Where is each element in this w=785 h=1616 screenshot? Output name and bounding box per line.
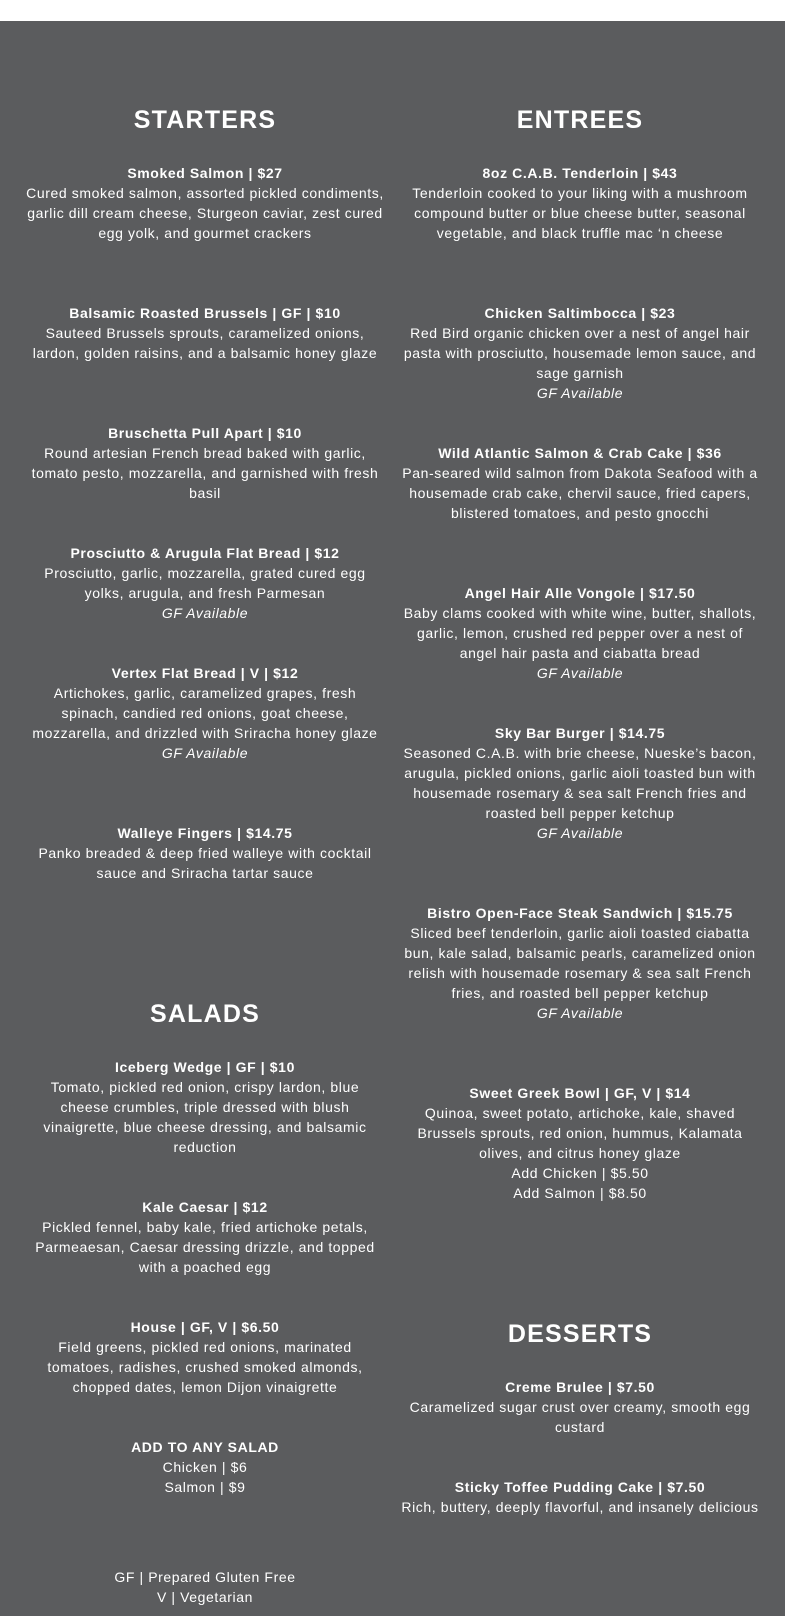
item-description: Prosciutto, garlic, mozzarella, grated cured egg yolks, arugula, and fresh Parmesan [44, 565, 366, 601]
menu-item [400, 1477, 760, 1517]
item-title: Chicken Saltimbocca | $23 [484, 305, 676, 321]
menu-item [400, 583, 760, 683]
legend-gf: GF | Prepared Gluten Free [114, 1569, 296, 1585]
entrees-heading: ENTREES [516, 106, 644, 134]
top-white-bar [0, 0, 785, 21]
item-title: Kale Caesar | $12 [142, 1199, 268, 1215]
salad-addon [25, 1437, 385, 1497]
item-description: Rich, buttery, deeply flavorful, and insanely delicious [401, 1499, 759, 1515]
menu-item [400, 443, 760, 523]
gf-available-note: GF Available [536, 825, 624, 841]
item-title: Sweet Greek Bowl | GF, V | $14 [469, 1085, 691, 1101]
addon-salmon: Salmon | $9 [164, 1479, 246, 1495]
menu-item [400, 303, 760, 403]
gf-available-note: GF Available [161, 605, 249, 621]
menu-item [400, 1377, 760, 1437]
item-description: Field greens, pickled red onions, marinated tomatoes, radishes, crushed smoked almonds, chopped dates, lemon Dijon vinaigrette [47, 1339, 363, 1395]
item-description: Sauteed Brussels sprouts, caramelized onions, lardon, golden raisins, and a balsamic honey glaze [32, 325, 378, 361]
menu-item [25, 163, 385, 243]
item-title: House | GF, V | $6.50 [130, 1319, 280, 1335]
item-description: Sliced beef tenderloin, garlic aioli toasted ciabatta bun, kale salad, balsamic pearls, caramelized onion relish with housemade rosemary & sea salt French fries, and roasted bell pepper ketchup [404, 925, 756, 1001]
item-description: Panko breaded & deep fried walleye with cocktail sauce and Sriracha tartar sauce [38, 845, 372, 881]
item-title: Wild Atlantic Salmon & Crab Cake | $36 [438, 445, 722, 461]
menu-item [400, 903, 760, 1023]
item-description: Tenderloin cooked to your liking with a mushroom compound butter or blue cheese butter, seasonal vegetable, and black truffle mac ‘n cheese [412, 185, 748, 241]
item-title: Prosciutto & Arugula Flat Bread | $12 [70, 545, 340, 561]
gf-available-note: GF Available [536, 665, 624, 681]
starters-heading: STARTERS [133, 106, 277, 134]
item-title: Walleye Fingers | $14.75 [117, 825, 293, 841]
item-title: Bistro Open-Face Steak Sandwich | $15.75 [427, 905, 733, 921]
item-description: Baby clams cooked with white wine, butter, shallots, garlic, lemon, crushed red pepper over a nest of angel hair pasta and ciabatta bread [403, 605, 757, 661]
item-title: Sticky Toffee Pudding Cake | $7.50 [454, 1479, 706, 1495]
add-salmon-option: Add Salmon | $8.50 [513, 1185, 647, 1201]
item-description: Quinoa, sweet potato, artichoke, kale, shaved Brussels sprouts, red onion, hummus, Kalamata olives, and citrus honey glaze [417, 1105, 743, 1161]
item-title: Smoked Salmon | $27 [127, 165, 283, 181]
addon-title: ADD TO ANY SALAD [131, 1439, 279, 1455]
gf-available-note: GF Available [161, 745, 249, 761]
item-title: Sky Bar Burger | $14.75 [494, 725, 666, 741]
item-description: Round artesian French bread baked with garlic, tomato pesto, mozzarella, and garnished with fresh basil [31, 445, 379, 501]
menu-item [25, 423, 385, 503]
menu-item [400, 1083, 760, 1203]
item-description: Caramelized sugar crust over creamy, smooth egg custard [409, 1399, 751, 1435]
item-description: Artichokes, garlic, caramelized grapes, fresh spinach, candied red onions, goat cheese, mozzarella, and drizzled with Sriracha honey glaze [32, 685, 378, 741]
gf-available-note: GF Available [536, 385, 624, 401]
menu-item [25, 303, 385, 363]
item-title: Balsamic Roasted Brussels | GF | $10 [69, 305, 341, 321]
item-description: Pickled fennel, baby kale, fried artichoke petals, Parmeaesan, Caesar dressing drizzle, and topped with a poached egg [35, 1219, 375, 1275]
menu-item [25, 823, 385, 883]
add-chicken-option: Add Chicken | $5.50 [511, 1165, 649, 1181]
menu-item [400, 163, 760, 243]
item-description: Cured smoked salmon, assorted pickled condiments, garlic dill cream cheese, Sturgeon caviar, zest cured egg yolk, and gourmet crackers [26, 185, 384, 241]
dietary-legend [25, 1567, 385, 1607]
item-title: Vertex Flat Bread | V | $12 [111, 665, 299, 681]
item-description: Seasoned C.A.B. with brie cheese, Nueske’s bacon, arugula, pickled onions, garlic aioli toasted bun with housemade rosemary & sea salt French fries and roasted bell pepper ketchup [403, 745, 757, 821]
addon-chicken: Chicken | $6 [162, 1459, 248, 1475]
menu-item [25, 1317, 385, 1397]
item-title: Creme Brulee | $7.50 [505, 1379, 655, 1395]
item-title: Iceberg Wedge | GF | $10 [115, 1059, 295, 1075]
desserts-heading: DESSERTS [507, 1320, 653, 1348]
item-description: Tomato, pickled red onion, crispy lardon, blue cheese crumbles, triple dressed with blush vinaigrette, blue cheese dressing, and balsamic reduction [43, 1079, 367, 1155]
legend-v: V | Vegetarian [156, 1589, 254, 1605]
item-description: Pan-seared wild salmon from Dakota Seafood with a housemade crab cake, chervil sauce, fried capers, blistered tomatoes, and pesto gnocchi [402, 465, 758, 521]
item-title: Angel Hair Alle Vongole | $17.50 [464, 585, 696, 601]
item-title: Bruschetta Pull Apart | $10 [108, 425, 302, 441]
menu-item [400, 723, 760, 843]
item-title: 8oz C.A.B. Tenderloin | $43 [482, 165, 678, 181]
menu-item [25, 663, 385, 763]
menu-item [25, 1057, 385, 1157]
gf-available-note: GF Available [536, 1005, 624, 1021]
salads-heading: SALADS [150, 1000, 260, 1028]
menu-item [25, 543, 385, 623]
menu-panel [0, 21, 785, 1616]
menu-item [25, 1197, 385, 1277]
item-description: Red Bird organic chicken over a nest of angel hair pasta with prosciutto, housemade lemon sauce, and sage garnish [403, 325, 757, 381]
